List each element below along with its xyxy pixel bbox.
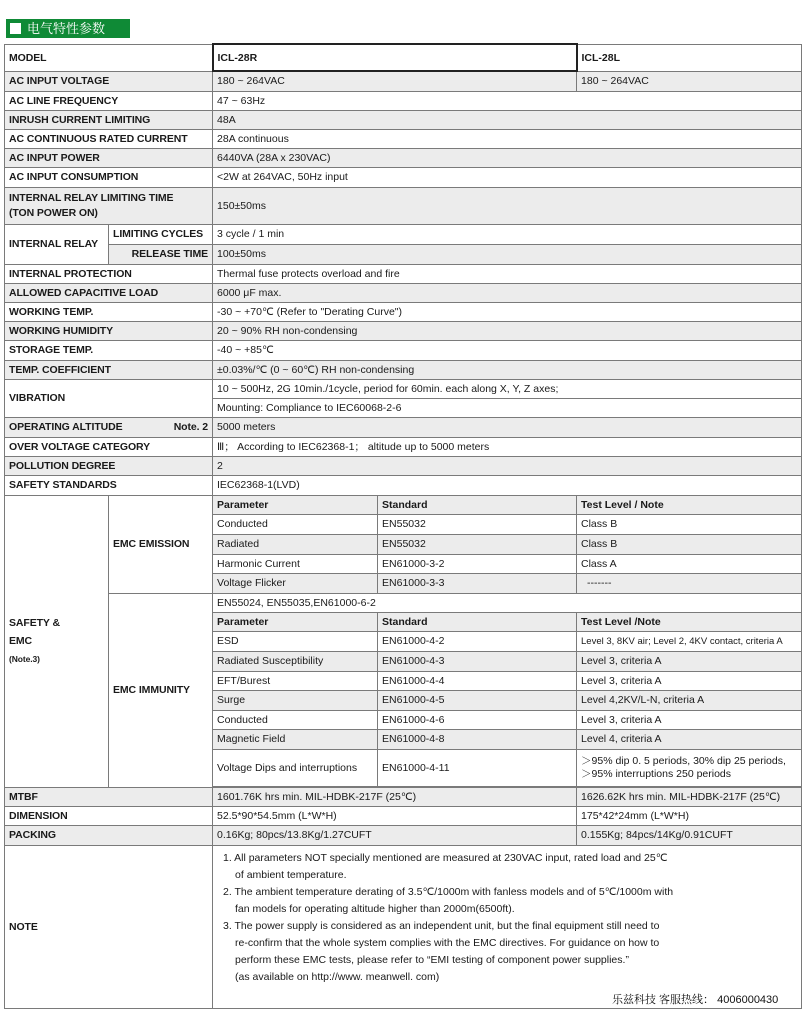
note-line: 3. The power supply is considered as an independent unit, but the final equipment still need to (223, 919, 660, 932)
row-label: AC LINE FREQUENCY (5, 91, 213, 110)
row-value: IEC62368-1(LVD) (213, 475, 802, 495)
row-value: 3 cycle / 1 min (213, 224, 802, 244)
cell-line: ＞95% dip 0. 5 periods, 30% dip 25 periods, (581, 754, 786, 767)
row-label (5, 417, 213, 437)
note-line: (as available on http://www. meanwell. com) (235, 970, 440, 983)
note-line: fan models for operating altitude higher than 2000m(6500ft). (235, 902, 515, 915)
row-label-line: INTERNAL RELAY LIMITING TIME (9, 191, 174, 204)
row-value: 100±50ms (213, 244, 802, 264)
row-value: Ⅲ； According to IEC62368-1； altitude up to 5000 meters (213, 437, 802, 456)
note-line: re-confirm that the whole system complies with the EMC directives. For guidance on how to (235, 936, 660, 949)
row-value: 180 ~ 264VAC (213, 71, 577, 91)
note-line: perform these EMC tests, please refer to “EMI testing of component power supplies.” (235, 953, 629, 966)
cell: EN55032 (378, 514, 577, 534)
cell: Voltage Dips and interruptions (213, 749, 378, 786)
table-row (5, 379, 802, 398)
row-label-line: (TON POWER ON) (9, 206, 98, 219)
table-row (5, 806, 802, 825)
row-label: PACKING (5, 825, 213, 845)
row-label: VIBRATION (5, 379, 213, 417)
section-header (6, 19, 130, 38)
row-value: Mounting: Compliance to IEC60068-2-6 (213, 398, 802, 417)
cell (577, 749, 802, 786)
row-label: INTERNAL RELAY (5, 224, 109, 264)
table-row (5, 495, 802, 514)
row-label: SAFETY STANDARDS (5, 475, 213, 495)
table-row (5, 321, 802, 340)
table-row (5, 475, 802, 495)
emc-emission-label: EMC EMISSION (109, 495, 213, 593)
row-value: 175*42*24mm (L*W*H) (577, 806, 802, 825)
row-label: INRUSH CURRENT LIMITING (5, 110, 213, 129)
row-label: STORAGE TEMP. (5, 340, 213, 360)
row-value: ±0.03%/℃ (0 ~ 60℃) RH non-condensing (213, 360, 802, 379)
table-row (5, 283, 802, 302)
cell-line: ＞95% interruptions 250 periods (581, 767, 732, 780)
model-b: ICL-28L (577, 44, 802, 71)
sub-label: RELEASE TIME (109, 244, 213, 264)
square-icon (10, 23, 21, 34)
cell: Level 4, criteria A (577, 729, 802, 749)
row-label: WORKING TEMP. (5, 302, 213, 321)
cell: Radiated (213, 534, 378, 554)
row-label: WORKING HUMIDITY (5, 321, 213, 340)
table-row (5, 71, 802, 91)
table-row (5, 264, 802, 283)
row-label: INTERNAL PROTECTION (5, 264, 213, 283)
row-value: 28A continuous (213, 129, 802, 148)
row-value: -40 ~ +85℃ (213, 340, 802, 360)
note-line: 1. All parameters NOT specially mentioned are measured at 230VAC input, rated load and 25℃ (223, 851, 668, 864)
row-label-text: OPERATING ALTITUDE (9, 421, 123, 433)
row-value: 48A (213, 110, 802, 129)
immunity-standards: EN55024, EN55035,EN61000-6-2 (213, 593, 802, 612)
cell: Class A (577, 554, 802, 573)
row-label: MTBF (5, 787, 213, 806)
cell: EN61000-4-2 (378, 631, 577, 651)
cell: Level 3, 8KV air; Level 2, 4KV contact, criteria A (577, 631, 802, 651)
row-value: 150±50ms (213, 187, 802, 224)
note-line: of ambient temperature. (235, 868, 347, 881)
cell: Class B (577, 534, 802, 554)
table-row (5, 148, 802, 167)
table-row (5, 129, 802, 148)
row-value: 5000 meters (213, 417, 802, 437)
row-label: TEMP. COEFFICIENT (5, 360, 213, 379)
cell: Level 3, criteria A (577, 710, 802, 729)
row-value: 0.16Kg; 80pcs/13.8Kg/1.27CUFT (213, 825, 577, 845)
note-ref: Note. 2 (173, 421, 209, 433)
table-row (5, 417, 802, 437)
table-row (5, 224, 802, 244)
table-row (5, 593, 802, 612)
row-label: AC INPUT POWER (5, 148, 213, 167)
table-row (5, 187, 802, 224)
emc-immunity-label: EMC IMMUNITY (109, 593, 213, 787)
column-header: Parameter (213, 495, 378, 514)
row-value: -30 ~ +70℃ (Refer to "Derating Curve") (213, 302, 802, 321)
cell: EN61000-3-2 (378, 554, 577, 573)
cell: EN61000-3-3 (378, 573, 577, 593)
cell: EN55032 (378, 534, 577, 554)
cell: Radiated Susceptibility (213, 651, 378, 671)
table-row (5, 110, 802, 129)
column-header: Standard (378, 612, 577, 631)
cell: Magnetic Field (213, 729, 378, 749)
row-label: ALLOWED CAPACITIVE LOAD (5, 283, 213, 302)
sub-label: LIMITING CYCLES (109, 224, 213, 244)
row-value: 47 ~ 63Hz (213, 91, 802, 110)
row-value: 2 (213, 456, 802, 475)
row-value: 180 ~ 264VAC (577, 71, 802, 91)
cell: Level 3, criteria A (577, 651, 802, 671)
model-a: ICL-28R (213, 44, 577, 71)
table-row (5, 167, 802, 187)
row-value: <2W at 264VAC, 50Hz input (213, 167, 802, 187)
table-row (5, 787, 802, 806)
cell: EN61000-4-6 (378, 710, 577, 729)
table-row (5, 825, 802, 845)
table-row (5, 91, 802, 110)
row-label: NOTE (5, 845, 213, 1008)
row-value: 6440VA (28A x 230VAC) (213, 148, 802, 167)
note-body (213, 845, 802, 1008)
safety-emc-label (5, 495, 109, 787)
cell: Class B (577, 514, 802, 534)
group-label-line: EMC (9, 635, 33, 647)
row-label: AC INPUT CONSUMPTION (5, 167, 213, 187)
column-header: Parameter (213, 612, 378, 631)
table-row (5, 302, 802, 321)
table-row (5, 456, 802, 475)
section-title: 电气特性参数 (27, 21, 106, 36)
table-row (5, 244, 802, 264)
cell: Harmonic Current (213, 554, 378, 573)
cell: EN61000-4-3 (378, 651, 577, 671)
cell: EFT/Burest (213, 671, 378, 690)
group-note: (Note.3) (9, 654, 40, 664)
row-value: 1601.76K hrs min. MIL-HDBK-217F (25℃) (213, 787, 577, 806)
cell: ESD (213, 631, 378, 651)
row-value: 10 ~ 500Hz, 2G 10min./1cycle, period for 60min. each along X, Y, Z axes; (213, 379, 802, 398)
row-value: Thermal fuse protects overload and fire (213, 264, 802, 283)
row-value: 20 ~ 90% RH non-condensing (213, 321, 802, 340)
table-row (5, 845, 802, 1008)
row-value: 52.5*90*54.5mm (L*W*H) (213, 806, 577, 825)
row-value: 0.155Kg; 84pcs/14Kg/0.91CUFT (577, 825, 802, 845)
cell: EN61000-4-5 (378, 690, 577, 710)
row-label: DIMENSION (5, 806, 213, 825)
cell: Level 4,2KV/L-N, criteria A (577, 690, 802, 710)
row-label (5, 187, 213, 224)
row-label: OVER VOLTAGE CATEGORY (5, 437, 213, 456)
row-value: 1626.62K hrs min. MIL-HDBK-217F (25℃) (577, 787, 802, 806)
row-value: 6000 μF max. (213, 283, 802, 302)
note-line: 2. The ambient temperature derating of 3.5℃/1000m with fanless models and of 5℃/1000m with (223, 885, 674, 898)
cell: EN61000-4-4 (378, 671, 577, 690)
cell: Conducted (213, 710, 378, 729)
table-row (5, 44, 802, 71)
cell: Voltage Flicker (213, 573, 378, 593)
hotline-text: 乐兹科技 客服热线： 4006000430 (612, 994, 779, 1006)
row-label: AC INPUT VOLTAGE (5, 71, 213, 91)
column-header: Standard (378, 495, 577, 514)
cell: Level 3, criteria A (577, 671, 802, 690)
column-header: Test Level / Note (577, 495, 802, 514)
group-label-line: SAFETY & (9, 617, 60, 629)
cell: Surge (213, 690, 378, 710)
row-label: AC CONTINUOUS RATED CURRENT (5, 129, 213, 148)
row-label: MODEL (5, 44, 213, 71)
cell: ------- (577, 573, 802, 593)
row-label: POLLUTION DEGREE (5, 456, 213, 475)
column-header: Test Level /Note (577, 612, 802, 631)
cell: Conducted (213, 514, 378, 534)
cell: EN61000-4-8 (378, 729, 577, 749)
table-row (5, 360, 802, 379)
table-row (5, 340, 802, 360)
spec-table (4, 43, 802, 1009)
table-row (5, 437, 802, 456)
cell: EN61000-4-11 (378, 749, 577, 786)
